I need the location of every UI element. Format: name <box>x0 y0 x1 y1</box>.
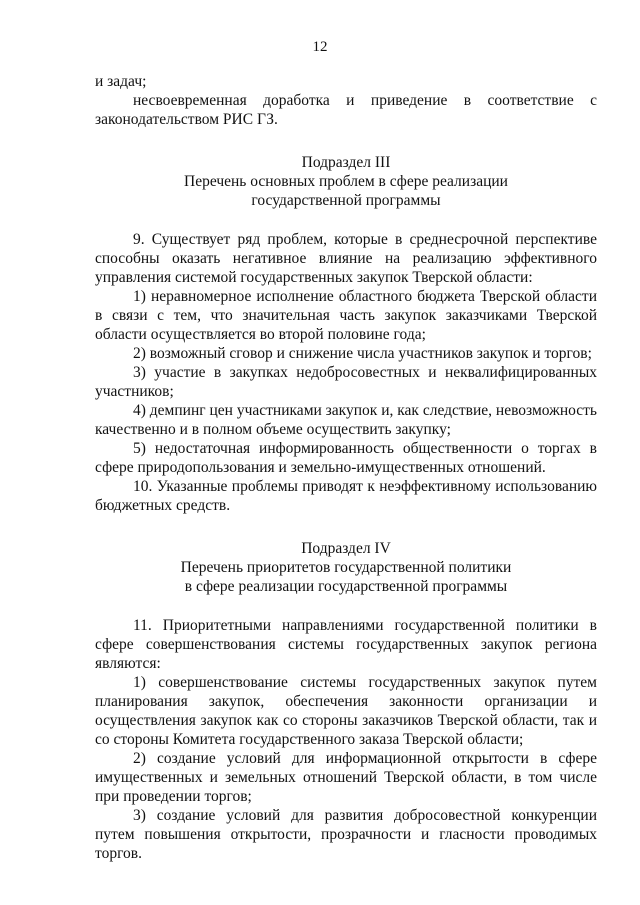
intro-line-1: и задач; <box>95 73 147 90</box>
subsection-4-heading-line-2: в сфере реализации государственной программы <box>184 578 508 595</box>
subsection-4-title: Подраздел IV <box>301 540 391 557</box>
priority-item-1: 1) совершенствование системы государственных закупок путем планирования закупок, обеспечения законности организации и осуществления закупок как со стороны заказчиков Тверской области, так и со стороны Комитета государственного заказа Тверской области; <box>95 674 597 748</box>
problem-item-5: 5) недостаточная информированность общественности о торгах в сфере природопользования и земельно-имущественных отношений. <box>95 440 597 476</box>
problem-item-4: 4) демпинг цен участниками закупок и, как следствие, невозможность качественно и в полном объеме осуществить закупку; <box>95 402 597 438</box>
subsection-3-heading <box>95 153 597 210</box>
problem-item-1: 1) неравномерное исполнение областного бюджета Тверской области в связи с тем, что значительная часть закупок заказчиками Тверской области осуществляется во второй половине года; <box>95 288 597 343</box>
paragraph-11: 11. Приоритетными направлениями государственной политики в сфере совершенствования системы государственных закупок региона являются: <box>95 617 597 672</box>
subsection-4-heading-line-1: Перечень приоритетов государственной политики <box>180 559 512 576</box>
paragraph-10: 10. Указанные проблемы приводят к неэффективному использованию бюджетных средств. <box>95 478 597 514</box>
problem-item-3: 3) участие в закупках недобросовестных и неквалифицированных участников; <box>95 364 597 400</box>
intro-line-2: несвоевременная доработка и приведение в соответствие с законодательством РИС ГЗ. <box>95 92 597 128</box>
subsection-4-heading <box>95 539 597 596</box>
subsection-3-heading-line-1: Перечень основных проблем в сфере реализации <box>184 173 508 190</box>
paragraph-9: 9. Существует ряд проблем, которые в среднесрочной перспективе способны оказать негативное влияние на реализацию эффективного управления системой государственных закупок Тверской области: <box>95 231 597 286</box>
priority-item-2: 2) создание условий для информационной открытости в сфере имущественных и земельных отношений Тверской области, в том числе при проведении торгов; <box>95 750 597 805</box>
subsection-3-title: Подраздел III <box>301 154 391 171</box>
problem-item-2: 2) возможный сговор и снижение числа участников закупок и торгов; <box>133 345 592 362</box>
page-content <box>95 72 597 863</box>
priority-item-3: 3) создание условий для развития добросовестной конкуренции путем повышения открытости, прозрачности и гласности проводимых торгов. <box>95 807 597 862</box>
subsection-3-heading-line-2: государственной программы <box>251 192 441 209</box>
page-number: 12 <box>312 39 328 55</box>
